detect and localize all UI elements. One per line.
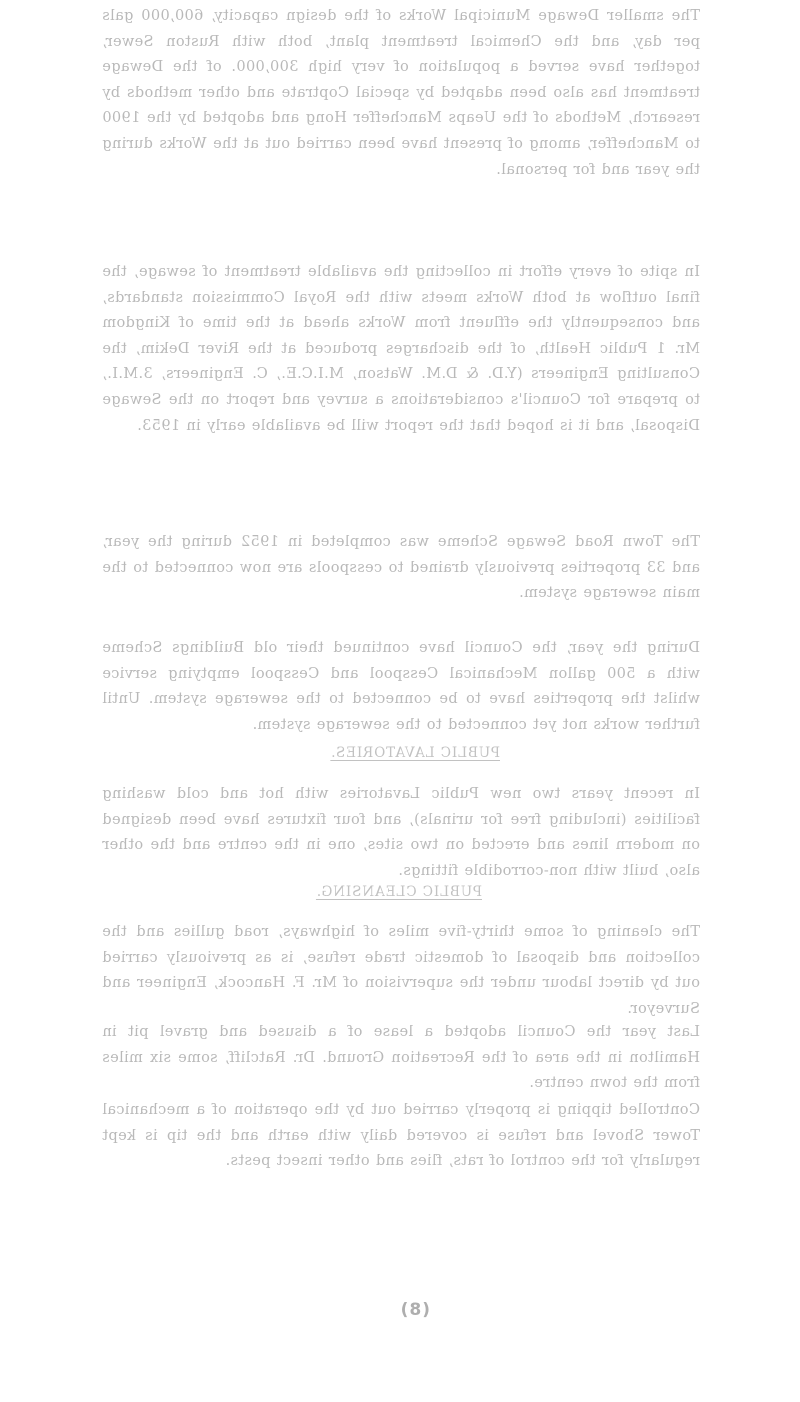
paragraph-lavatories: In recent years two new Public Lavatories with hot and cold washing facilities (including free for urinals), and four fixtures have been designed on modern lines and erected on two sites, one in the centre and the other also, built with non-corrodible fittings. xyxy=(102,786,700,879)
paragraph-road-sewage: The Town Road Sewage Scheme was completed in 1952 during the year, and 33 properties previously drained to cesspools are now connected to the main sewerage system. xyxy=(102,534,700,602)
paragraph-cleansing: The cleaning of some thirty-five miles of highways, road gullies and the collection and disposal of domestic trade refuse, is as previously carried out by direct labour under the supervision of Mr. F. Hancock, Engineer and Surveyor. xyxy=(102,924,700,1017)
heading-public-cleansing: PUBLIC CLEANSING. xyxy=(315,884,482,900)
paragraph-cesspool-service: During the year, the Council have continued their old Buildings Scheme with a 500 gallon Mechanical Cesspool and Cesspool emptying service whilst the properties have to be connected to the sewerage system. Until further works not yet connected to the sewerage system. xyxy=(102,640,700,733)
paragraph-tipping: Controlled tipping is properly carried out by the operation of a mechanical Tower Shovel and refuse is covered daily with earth and the tip is kept regularly for the control of rats, flies and other insect pests. xyxy=(102,1102,700,1170)
paragraph-treatment: In spite of every effort in collecting the available treatment of sewage, the final outflow at both Works meets with the Royal Commission standards, and consequently the effluent from Works ahead at the time of Kingdom Mr. 1 Public Health, of the discharges produced at the River Dekim, the Consulting Engineers (Y.D. & D.M. Watson, M.I.C.E., C. Engineers, 3.M.I., to prepare for Council's considerations a survey and report on the Sewage Disposal, and it is hoped that the report will be available early in 1953. xyxy=(102,264,700,434)
paragraph-gravel-pit: Last year the Council adopted a lease of a disused and gravel pit in Hamilton in the area of the Recreation Ground. Dr. Ratcliff, some six miles from the town centre. xyxy=(102,1024,700,1092)
page-number: (8) xyxy=(399,1300,430,1320)
paragraph-sewage-works: The smaller Dewage Municipal Works of the design capacity, 600,000 gals per day, and the Chemical treatment plant, both with Ruston Sewer, together have served a population of very high 300,000. of the Dewage treatment has also been adapted by special Coptrate and other methods by research, Methods of the Ueaps Mancheffer Hong and adopted by the 1900 to Mancheffer, among of present have been carried out at the Works during the year and for personal. xyxy=(102,8,700,178)
heading-public-lavatories: PUBLIC LAVATORIES. xyxy=(330,745,500,761)
